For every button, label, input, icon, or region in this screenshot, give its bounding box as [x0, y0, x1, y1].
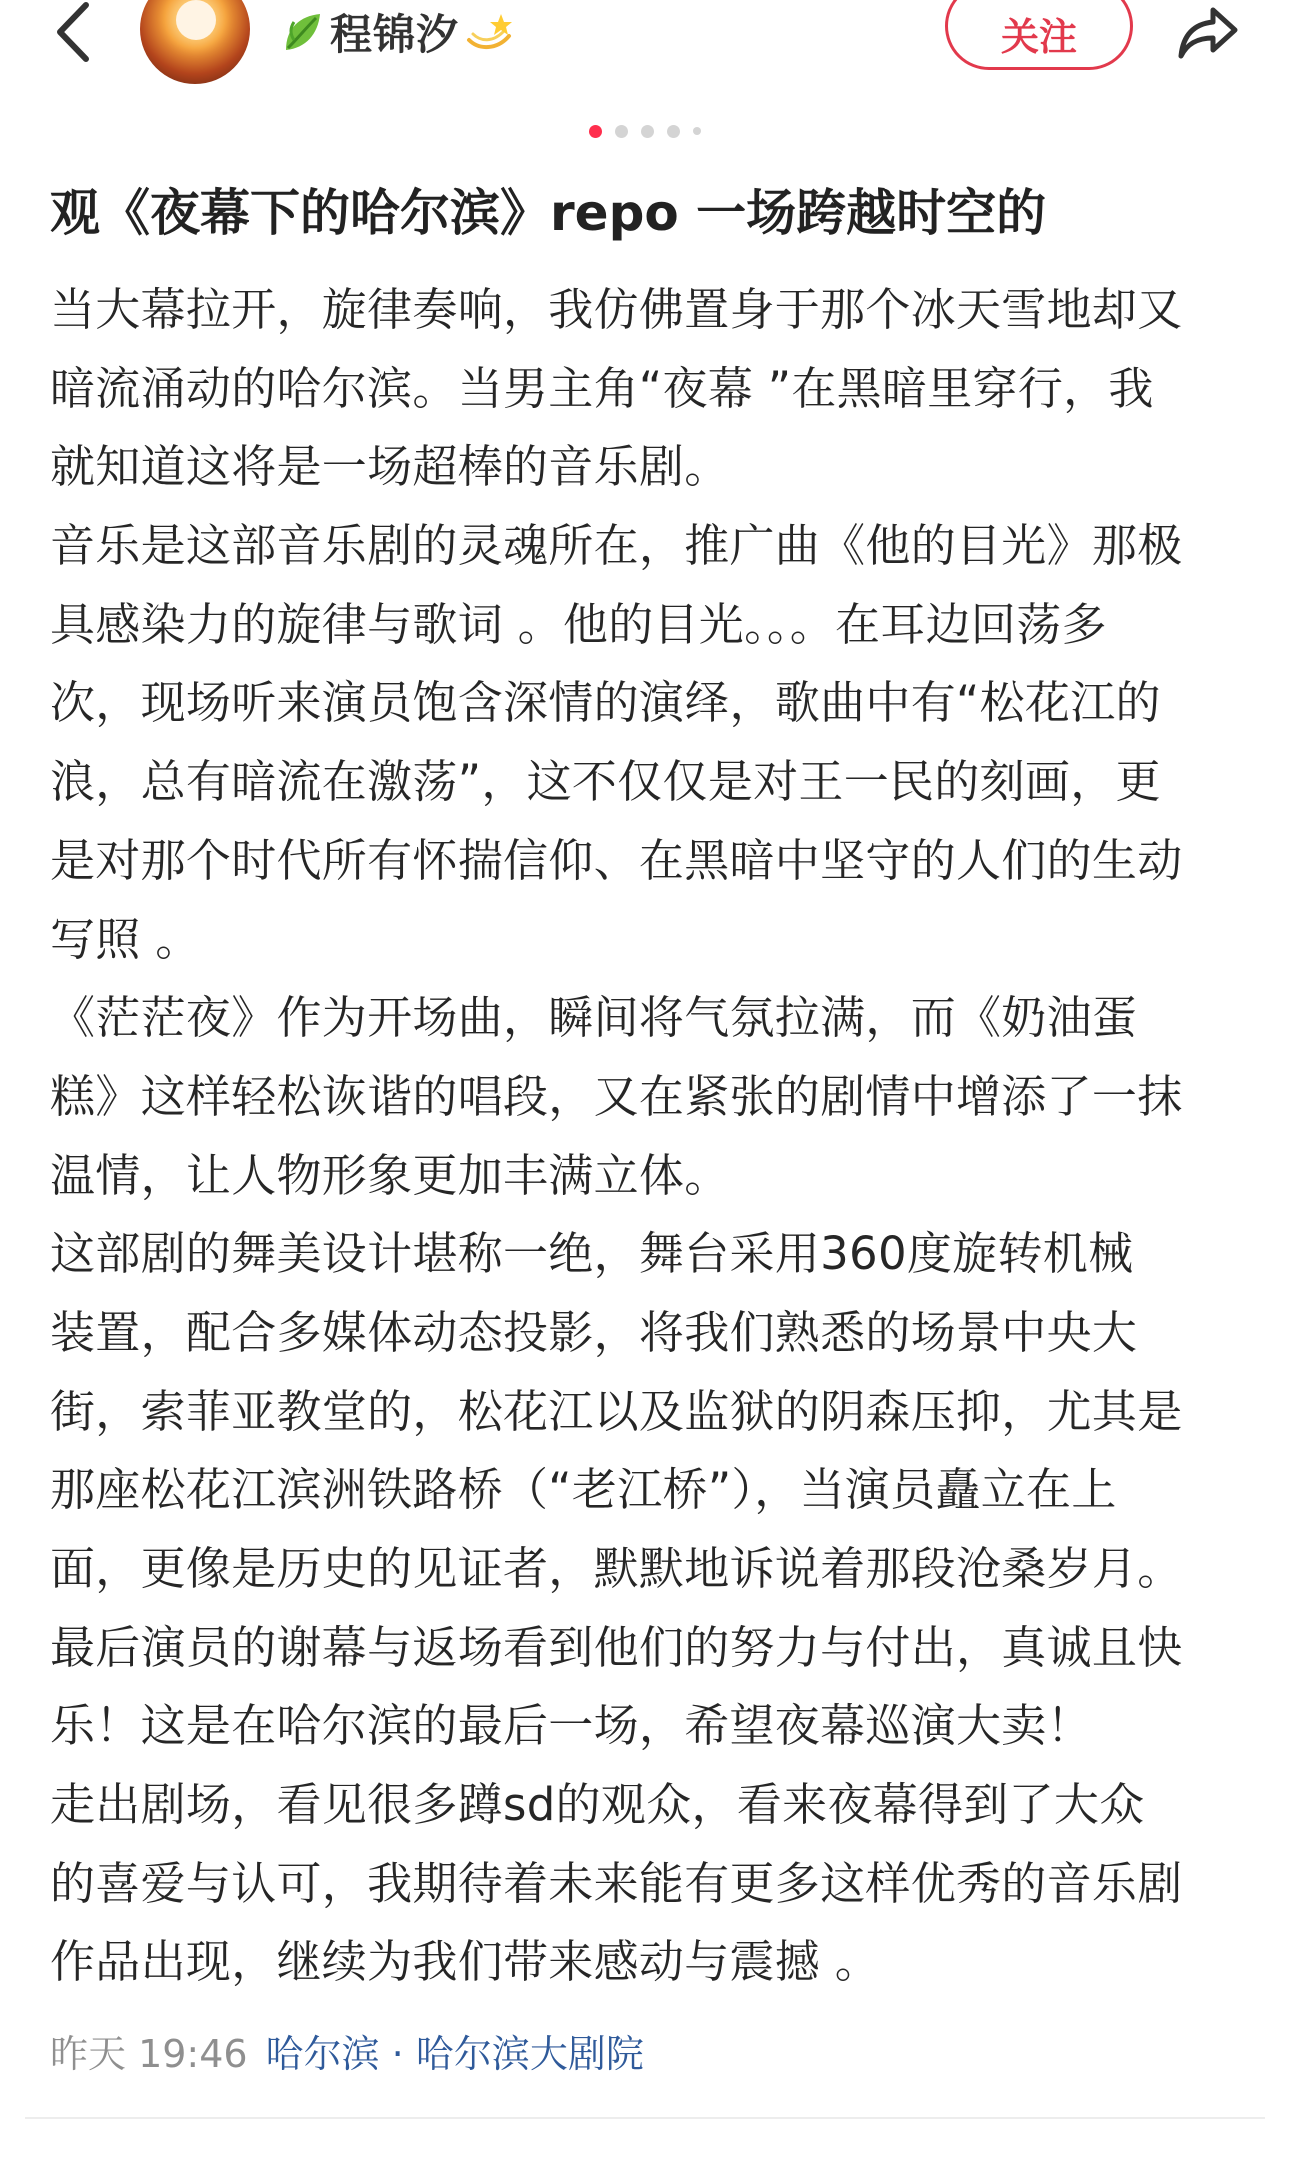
- share-arrow-icon: [1177, 4, 1239, 60]
- post-body-line: 面，更像是历史的见证者，默默地诉说着那段沧桑岁月。: [50, 1542, 1183, 1595]
- carousel-dot[interactable]: [615, 125, 628, 138]
- avatar[interactable]: [140, 0, 250, 84]
- carousel-dot-active[interactable]: [589, 125, 602, 138]
- post-body-line: 具感染力的旋律与歌词 。他的目光。。。在耳边回荡多: [50, 597, 1107, 651]
- share-button[interactable]: [1172, 0, 1244, 64]
- post-body-line: 就知道这将是一场超棒的音乐剧。: [50, 440, 730, 494]
- chevron-left-icon: [54, 1, 94, 63]
- divider: [25, 2117, 1265, 2119]
- carousel-dot[interactable]: [667, 125, 680, 138]
- carousel-indicator: [0, 124, 1290, 138]
- post-body-line: 这部剧的舞美设计堪称一绝，舞台采用360度旋转机械: [50, 1227, 1134, 1281]
- post-body-line: 《茫茫夜》作为开场曲，瞬间将气氛拉满，而《奶油蛋: [50, 991, 1138, 1045]
- post-body-line: 音乐是这部音乐剧的灵魂所在，推广曲《他的目光》那极: [50, 519, 1183, 573]
- post-body-line: 次，现场听来演员饱含深情的演绎，歌曲中有“松花江的: [50, 676, 1161, 730]
- post-body: [50, 271, 1250, 2002]
- post-title: 观《夜幕下的哈尔滨》repo 一场跨越时空的: [50, 184, 1047, 242]
- carousel-dot[interactable]: [641, 125, 654, 138]
- back-button[interactable]: [44, 0, 104, 64]
- post-body-line: 是对那个时代所有怀揣信仰、在黑暗中坚守的人们的生动: [50, 833, 1183, 887]
- follow-button[interactable]: 关注: [945, 0, 1133, 70]
- author-name[interactable]: [280, 0, 513, 64]
- post-body-line: 温情，让人物形象更加丰满立体。: [50, 1148, 730, 1202]
- post-body-line: 当大幕拉开，旋律奏响，我仿佛置身于那个冰天雪地却又: [50, 283, 1183, 336]
- post-body-line: 的喜爱与认可，我期待着未来能有更多这样优秀的音乐剧: [50, 1856, 1183, 1910]
- post-body-line: 写照 。: [50, 912, 201, 966]
- post-body-line: 最后演员的谢幕与返场看到他们的努力与付出，真诚且快: [50, 1620, 1183, 1674]
- post-body-line: 那座松花江滨洲铁路桥（“老江桥”），当演员矗立在上: [50, 1463, 1117, 1517]
- post-body-line: 乐！这是在哈尔滨的最后一场，希望夜幕巡演大卖！: [50, 1699, 1092, 1753]
- post-body-line: 装置，配合多媒体动态投影，将我们熟悉的场景中央大: [50, 1305, 1138, 1359]
- post-body-line: 暗流涌动的哈尔滨。当男主角“夜幕 ”在黑暗里穿行，我: [50, 361, 1154, 415]
- post-body-line: 浪，总有暗流在激荡”，这不仅仅是对王一民的刻画，更: [50, 755, 1161, 809]
- avatar-figure: [176, 0, 216, 40]
- leaf-emoji-icon: [280, 10, 324, 54]
- post-body-line: 糕》这样轻松诙谐的唱段，又在紧张的剧情中增添了一抹: [50, 1069, 1183, 1123]
- top-bar: [0, 0, 1290, 118]
- post-body-line: 作品出现，继续为我们带来感动与震撼 。: [50, 1935, 881, 1989]
- carousel-dot[interactable]: [693, 127, 701, 135]
- post-location-link[interactable]: 哈尔滨 · 哈尔滨大剧院: [265, 2031, 644, 2076]
- username-text: 程锦汐: [330, 10, 460, 59]
- post-body-line: 走出剧场，看见很多蹲sd的观众，看来夜幕得到了大众: [50, 1778, 1145, 1832]
- post-body-line: 街，索菲亚教堂的，松花江以及监狱的阴森压抑，尤其是: [50, 1384, 1183, 1438]
- post-meta: [50, 2020, 644, 2080]
- post-time: 昨天 19:46: [50, 2031, 248, 2076]
- dizzy-star-emoji-icon: [465, 10, 513, 54]
